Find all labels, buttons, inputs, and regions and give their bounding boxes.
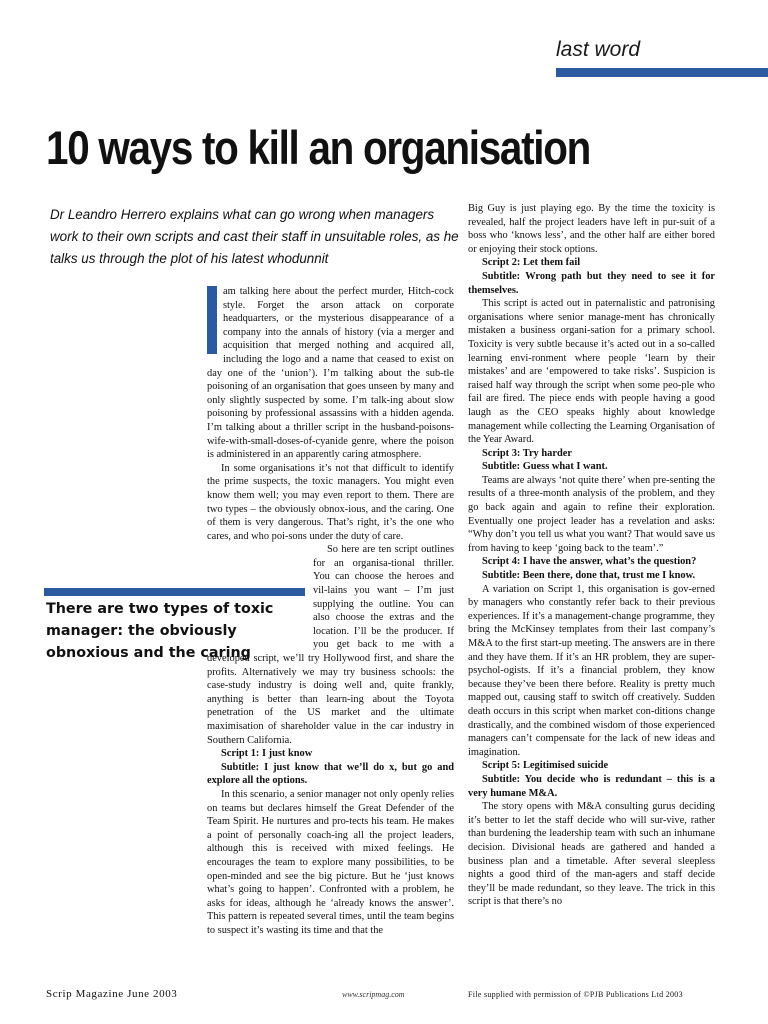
- pullquote-accent-bar: [44, 588, 305, 596]
- section-label: last word: [556, 38, 641, 61]
- body-paragraph: In this scenario, a senior manager not only openly relies on teams but declares himself the Great Defender of the Team Spirit. He nurtures and pro-tects his team. He makes a point of personally coach-ing all the project leaders, although this is received with mixed feelings. He encourages the team to explore many possibilities, to be open-minded and see the big picture. But he ‘just knows what’s going to happen’. Confronted with a problem, he asks for ideas, although he ‘already knows the answer’. This pattern is repeated several times, until the team begins to suspect it’s wasting its time and that the: [207, 788, 454, 936]
- script-subtitle: Subtitle: Guess what I want.: [482, 461, 608, 473]
- body-paragraph: Teams are always ‘not quite there’ when pre-senting the results of a three-month analysis of the problem, and they go back again and again to refine their exploration. Eventually one project leader has a revelation and asks: “Why don’t you tell us what you want? That would save us from having to keep ‘going back to the team’.”: [468, 474, 715, 554]
- footer-url: www.scripmag.com: [342, 990, 405, 999]
- body-column-2: [468, 202, 715, 909]
- script-heading: Script 2: Let them fail: [482, 257, 581, 269]
- script-heading: Script 5: Legitimised suicide: [482, 760, 609, 772]
- body-paragraph: In some organisations it’s not that difficult to identify the prime suspects, the toxic managers. You might even know them well; you may even report to them. There are two types – the obviously obnox-ious, and the caring. One of them is very dangerous. That’s right, it’s the one who cares, and who poi-sons under the duty of care.: [207, 462, 454, 542]
- script-subtitle: Subtitle: I just know that we’ll do x, but go and explore all the options.: [207, 761, 454, 787]
- body-paragraph: Big Guy is just playing ego. By the time the toxicity is revealed, half the project leaders have left in pur-suit of a boss who ‘knows less’, and the other half are either bored or enjoying their stock options.: [468, 203, 715, 255]
- section-accent-bar: [556, 68, 768, 77]
- article-standfirst: Dr Leandro Herrero explains what can go wrong when managers work to their own scripts and cast their staff in unsuitable roles, as he talks us through the plot of his latest whodunnit: [50, 207, 459, 266]
- footer-publication: Scrip Magazine June 2003: [46, 988, 178, 1000]
- article-title: 10 ways to kill an organisation: [46, 121, 591, 174]
- footer-credit: File supplied with permission of ©PJB Publications Ltd 2003: [468, 990, 683, 999]
- script-subtitle: Subtitle: Been there, done that, trust me I know.: [482, 570, 696, 582]
- body-paragraph: A variation on Script 1, this organisation is gov-erned by managers who constantly refer back to their previous experiences. If it’s a management-change programme, they bring the McKinsey templates from their last company’s M&A to the first start-up meeting. The answers are in there and they have them. If it’s an HR problem, they are super-psychol-ogists. If it’s a financial problem, they know because they’ve been there before. Reality is pretty much mapped out, causing staff to switch off creatively. Sudden death occurs in this script when market con-ditions change drastically, and the combined wisdom of those experienced managers can’t compensate for the lack of new ideas and imagination.: [468, 583, 715, 758]
- script-subtitle: Subtitle: You decide who is redundant – this is a very humane M&A.: [468, 773, 715, 799]
- body-paragraph: The story opens with M&A consulting gurus deciding it’s better to let the staff decide who will sur-vive, rather than burdening the leadership team with such an inhumane decision. Divisional heads are gathered and handed a business plan and a timetable. After several sleepless nights a good third of the man-agers and staff decide they’ll be made redundant, so they leave. The trick in this script is that there’s no: [468, 801, 715, 908]
- script-heading: Script 4: I have the answer, what’s the question?: [482, 556, 697, 568]
- drop-cap-i: [207, 286, 217, 354]
- body-paragraph: So here are ten script outlines for an organisa-tional thriller. You can choose the heroes and vil-lains you want – I’m just supplying the outline. You can also choose the extras and the location. I’ll be the producer. If you get back to me with a developed script, we’ll try Hollywood first, and share the profits. Alternatively we may try business schools: the case-study industry is doing well and, quite frankly, anything is better than learn-ing about the Toyota penetration of the US market and the ultimate maximisation of shareholder value in the car industry in Southern California.: [207, 544, 454, 746]
- script-heading: Script 1: I just know: [221, 748, 313, 760]
- body-paragraph: This script is acted out in paternalistic and patronising organisations where senior manage-ment has chronically mistaken a business organi-sation for a primary school. Toxicity is very subtle because it’s acted out in a so-called learning envi-ronment where people ‘learn by their mistakes’ and are ‘empowered to take risks’. Suspicion is raised half way through the script when some peo-ple who fail are fired. The piece ends with people having a good laugh as the CEO speaks highly about knowledge management while collecting the Learning Organisation of the Year Award.: [468, 298, 715, 446]
- script-heading: Script 3: Try harder: [482, 447, 572, 459]
- body-paragraph: am talking here about the perfect murder, Hitch-cock style. Forget the arson attack on corporate headquarters, or the mysterious disappearance of a company into the annals of history (via a merger and acquisition that merged nothing and acquired all, including the logo and a name that ceased to exist on day one of the ‘union’). I’m talking about the sub-tle poisoning of an organisation that goes unseen by many and only slightly suspected by some. I’m talk-ing about slow poisoning by professional assassins with a hidden agenda. I’m talking about a thriller script in the husband-poisons-wife-with-small-doses-of-cyanide genre, where the poison is administered in an apparently caring atmosphere.: [207, 286, 454, 461]
- script-subtitle: Subtitle: Wrong path but they need to see it for themselves.: [468, 270, 715, 296]
- pullquote: There are two types of toxic manager: the obviously obnoxious and the caring: [46, 601, 274, 661]
